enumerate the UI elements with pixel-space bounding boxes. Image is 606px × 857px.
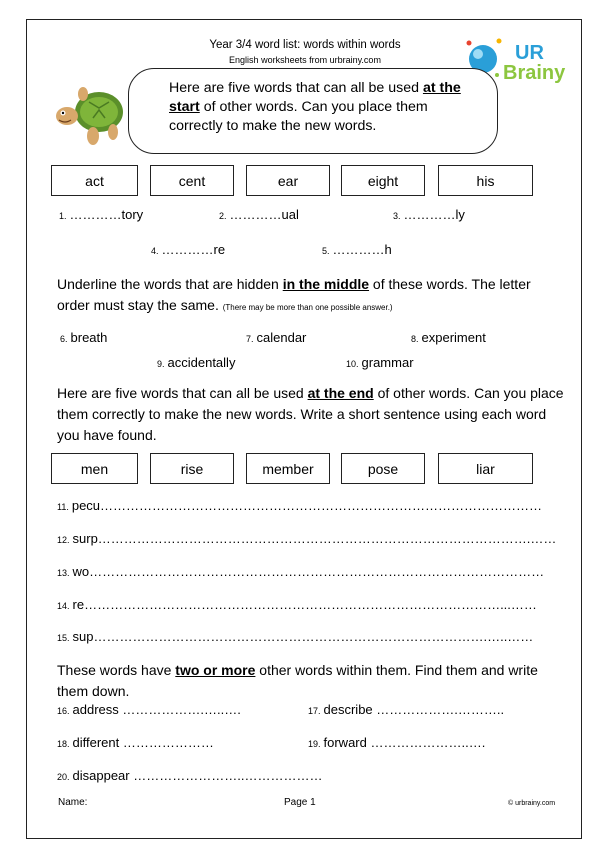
end-word-box: member [246,453,330,484]
multi-question: 19. forward …………………..…. [308,735,486,750]
start-word-box: cent [150,165,234,196]
start-question: 3. …………ly [393,207,465,222]
worksheet-page [26,19,582,839]
multi-question: 17. describe ……………….……….. [308,702,505,717]
start-question: 4. …………re [151,242,226,257]
start-question: 1. …………tory [59,207,144,222]
end-word-box: liar [438,453,533,484]
start-word-box: act [51,165,138,196]
end-word-box: pose [341,453,425,484]
middle-question: 10. grammar [346,355,414,370]
start-question: 2. …………ual [219,207,299,222]
intro-speech-bubble [128,68,498,154]
start-word-box: his [438,165,533,196]
middle-question: 8. experiment [411,330,486,345]
worksheet-subtitle: English worksheets from urbrainy.com [229,55,381,65]
intro-text-post: of other words. Can you place them correctly to make the new words. [169,99,428,134]
multi-question: 20. disappear ……………………..……………… [57,768,323,783]
multi-question: 16. address ……………….…..…. [57,702,241,717]
footer-name-label: Name: [58,797,88,808]
start-word-box: ear [246,165,330,196]
multi-instructions: These words have two or more other words within them. Find them and write them down. [57,662,538,699]
start-word-box: eight [341,165,425,196]
logo-text-brainy: Brainy [503,62,566,84]
end-word-box: rise [150,453,234,484]
footer-copyright: © urbrainy.com [508,800,556,807]
end-question: 12. surp……………………………………………………………………………………….…… [57,531,557,546]
end-question: 13. wo…………………………………………………………………………………………… [57,564,545,579]
end-question: 14. re……………………………………………………………………………………...…… [57,597,537,612]
middle-question: 9. accidentally [157,355,236,370]
intro-text-pre: Here are five words that can all be used [169,80,423,96]
middle-question: 6. breath [60,330,108,345]
logo-text-ur: UR [515,42,544,64]
multi-question: 18. different ………………… [57,735,214,750]
middle-instructions: Underline the words that are hidden in the middle of these words. The letter order must stay the same. (There may be more than one possible answer.) [57,276,531,313]
end-word-box: men [51,453,138,484]
intro-text-bold: at the start [169,80,461,115]
worksheet-title: Year 3/4 word list: words within words [209,39,401,51]
middle-question: 7. calendar [246,330,307,345]
end-instructions: Here are five words that can all be used at the end of other words. Can you place them correctly to make the new words. Write a short sentence using each word you have found. [57,385,564,443]
end-question: 15. sup……………………………………………………………………………….…..…… [57,629,534,644]
start-question: 5. …………h [322,242,392,257]
end-question: 11. pecu………………………………………………………………………………………… [57,498,543,513]
footer-page-number: Page 1 [284,797,316,808]
